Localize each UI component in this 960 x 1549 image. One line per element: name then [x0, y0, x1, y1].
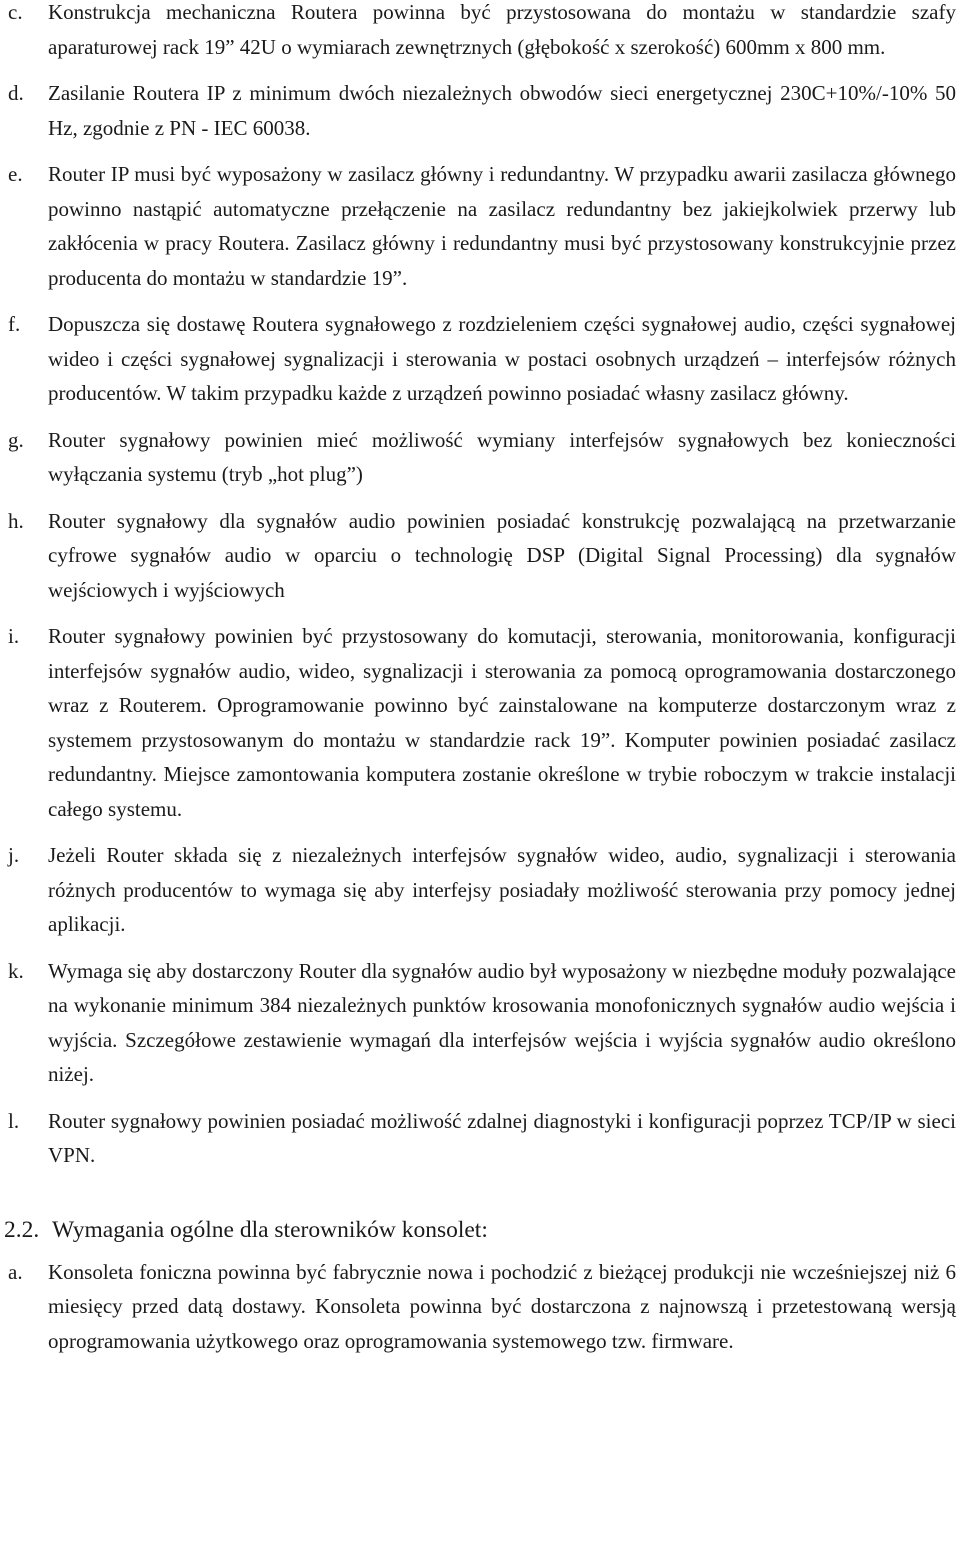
list-item-text: Jeżeli Router składa się z niezależnych interfejsów sygnałów wideo, audio, sygnalizacji i sterowania różnych producentów to wymaga się aby interfejsy posiadały możliwość sterowania przy pomocy jednej aplikacji. [48, 843, 956, 936]
list-item-d [0, 76, 960, 145]
list-marker: c. [8, 0, 23, 24]
list-marker: e. [8, 162, 23, 186]
list-item-text: Router sygnałowy powinien mieć możliwość wymiany interfejsów sygnałowych bez konieczności wyłączania systemu (tryb „hot plug”) [48, 427, 956, 486]
list-marker: k. [8, 958, 24, 983]
list-marker: g. [8, 427, 24, 452]
list-item-k [0, 954, 960, 1092]
list-item-c [0, 0, 960, 64]
list-marker: j. [8, 843, 20, 867]
list-item-text: Router sygnałowy dla sygnałów audio powinien posiadać konstrukcję pozwalającą na przetwarzanie cyfrowe sygnałów audio w oparciu o technologię DSP (Digital Signal Processing) dla sygnałów wejściowych i wyjściowych [48, 508, 956, 602]
list-item-text: Konsoleta foniczna powinna być fabrycznie nowa i pochodzić z bieżącej produkcji nie wcześniejszej niż 6 miesięcy przed datą dostawy. Konsoleta powinna być dostarczona z najnowszą i przetestowaną wersją oprogramowania użytkowego oraz oprogramowania systemowego tzw. firmware. [48, 1259, 956, 1353]
list-item-text: Zasilanie Routera IP z minimum dwóch niezależnych obwodów sieci energetycznej 230C+10%/-10% 50 Hz, zgodnie z PN - IEC 60038. [48, 81, 956, 140]
list-marker: h. [8, 508, 24, 533]
section-number: 2.2. [4, 1216, 40, 1243]
list-item-f [0, 307, 960, 411]
section-title: Wymagania ogólne dla sterowników konsolet: [52, 1216, 488, 1243]
list-item-e [0, 157, 960, 295]
list-marker: a. [8, 1259, 23, 1284]
list-item-i [0, 619, 960, 826]
list-item-g [0, 423, 960, 492]
list-marker: i. [8, 624, 20, 648]
list-item-text: Router sygnałowy powinien posiadać możliwość zdalnej diagnostyki i konfiguracji poprzez TCP/IP w sieci VPN. [48, 1108, 956, 1167]
list-item-text: Router sygnałowy powinien być przystosowany do komutacji, sterowania, monitorowania, konfiguracji interfejsów sygnałów audio, wideo, sygnalizacji i sterowania za pomocą oprogramowania dostarczonego wraz z Routerem. Oprogramowanie powinno być zainstalowane na komputerze dostarczonym wraz z systemem przystosowanym do montażu w standardzie rack 19”. Komputer powinien posiadać zasilacz redundantny. Miejsce zamontowania komputera zostanie określone w trybie roboczym w trakcie instalacji całego systemu. [48, 624, 956, 821]
list-item-text: Dopuszcza się dostawę Routera sygnałowego z rozdzieleniem części sygnałowej audio, części sygnałowej wideo i części sygnałowej sygnalizacji i sterowania w postaci osobnych urządzeń – interfejsów różnych producentów. W takim przypadku każde z urządzeń powinno posiadać własny zasilacz główny. [48, 312, 956, 405]
list-item-a [0, 1255, 960, 1359]
list-item-j [0, 838, 960, 942]
list-marker: f. [8, 312, 21, 336]
list-item-l [0, 1104, 960, 1173]
list-item-text: Wymaga się aby dostarczony Router dla sygnałów audio był wyposażony w niezbędne moduły pozwalające na wykonanie minimum 384 niezależnych punktów krosowania monofonicznych sygnałów audio wejścia i wyjścia. Szczegółowe zestawienie wymagań dla interfejsów wejścia i wyjścia sygnałów audio określono niżej. [48, 958, 956, 1086]
section-heading [0, 1213, 960, 1247]
list-item-text: Router IP musi być wyposażony w zasilacz główny i redundantny. W przypadku awarii zasilacza głównego powinno nastąpić automatyczne przełączenie na zasilacz redundantny bez jakiejkolwiek przerwy lub zakłócenia w pracy Routera. Zasilacz główny i redundantny musi być przystosowany konstrukcyjnie przez producenta do montażu w standardzie 19”. [48, 162, 956, 290]
list-item-text: Konstrukcja mechaniczna Routera powinna być przystosowana do montażu w standardzie szafy aparaturowej rack 19” 42U o wymiarach zewnętrznych (głębokość x szerokość) 600mm x 800 mm. [48, 0, 956, 59]
list-item-h [0, 504, 960, 608]
list-marker: l. [8, 1108, 20, 1133]
list-marker: d. [8, 81, 24, 105]
